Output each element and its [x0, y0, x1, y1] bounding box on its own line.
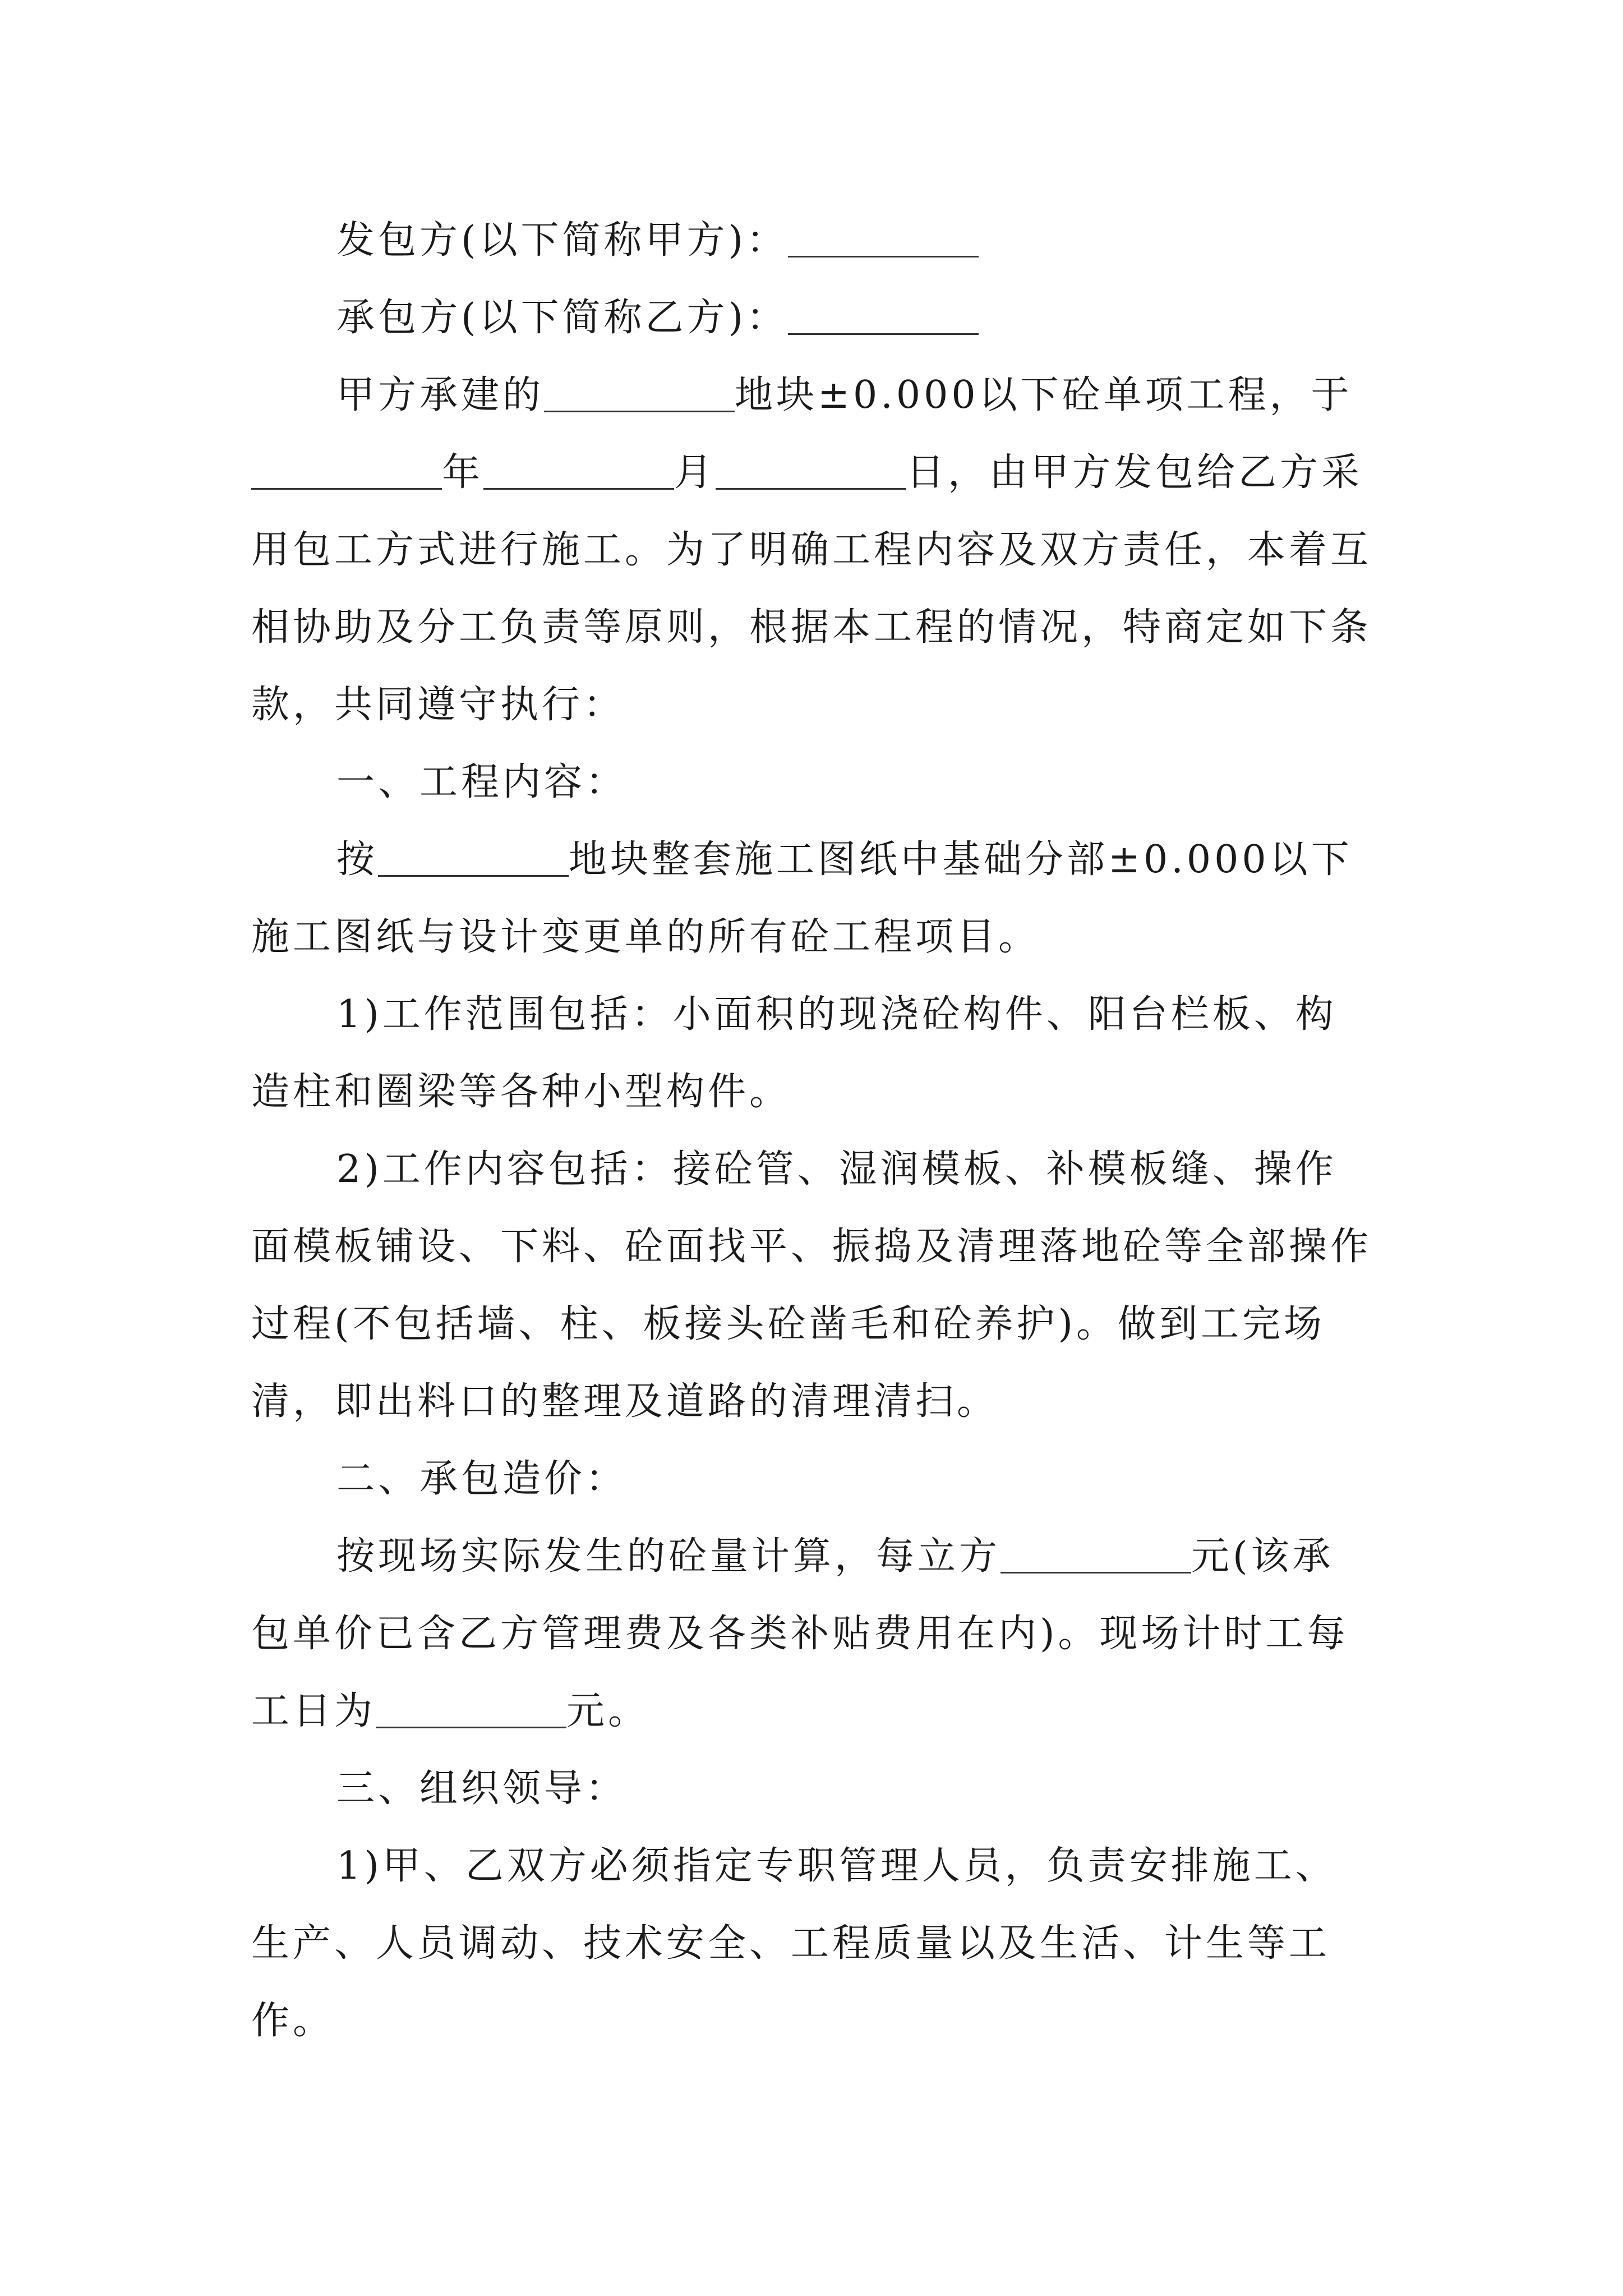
intro-paragraph [251, 357, 1373, 744]
party-a-blank [788, 218, 979, 257]
intro-text-2: 地块±0.000以下砼单项工程，于 [735, 373, 1353, 417]
day-blank [716, 450, 906, 490]
scope-text-1: 按 [336, 838, 379, 882]
day-rate-blank [376, 1688, 566, 1728]
section-heading-2: 二、承包造价： [336, 1457, 628, 1501]
scope-plot-blank [378, 837, 569, 877]
section-heading-3: 三、组织领导： [336, 1766, 628, 1811]
party-b-label: 承包方(以下简称乙方)： [336, 296, 789, 340]
section-heading-1: 一、工程内容： [336, 760, 628, 804]
party-b-line [251, 279, 1373, 357]
price-text-1: 按现场实际发生的砼量计算，每立方 [336, 1534, 1001, 1579]
intro-text-3: 日，由甲方发包给乙方采用包工方式进行施工。为了明确工程内容及双方责任，本着互相协助及分工负责等原则，根据本工程的情况，特商定如下条款，共同遵守执行： [251, 450, 1372, 727]
plot-blank [544, 372, 735, 412]
scope-paragraph [251, 821, 1373, 976]
work-range-paragraph: 1)工作范围包括：小面积的现浇砼构件、阳台栏板、构造柱和圈梁等各种小型构件。 [251, 992, 1337, 1114]
party-a-label: 发包方(以下简称甲方)： [336, 218, 789, 263]
price-text-3: 元。 [566, 1689, 650, 1733]
year-blank [251, 450, 442, 490]
month-label: 月 [674, 450, 716, 495]
party-a-line [251, 202, 1373, 279]
price-text-2: 元(该承包单价已含乙方管理费及各类补贴费用在内)。现场计时工每工日为 [251, 1534, 1349, 1733]
year-label: 年 [442, 450, 484, 495]
document-body [251, 202, 1373, 2060]
month-blank [483, 450, 674, 490]
work-content-paragraph: 2)工作内容包括：接砼管、湿润模板、补模板缝、操作面模板铺设、下料、砼面找平、振捣及清理落地砼等全部操作过程(不包括墙、柱、板接头砼凿毛和砼养护)。做到工完场清，即出料口的整理及道路的清理清扫。 [251, 1147, 1372, 1424]
party-b-blank [788, 295, 979, 335]
intro-text-1: 甲方承建的 [336, 373, 545, 417]
management-paragraph: 1)甲、乙双方必须指定专职管理人员，负责安排施工、生产、人员调动、技术安全、工程质量以及生活、计生等工作。 [251, 1844, 1337, 2043]
scope-text-2: 地块整套施工图纸中基础分部±0.000以下施工图纸与设计变更单的所有砼工程项目。 [251, 838, 1353, 959]
unit-price-blank [1000, 1534, 1191, 1573]
price-paragraph [251, 1518, 1373, 1750]
